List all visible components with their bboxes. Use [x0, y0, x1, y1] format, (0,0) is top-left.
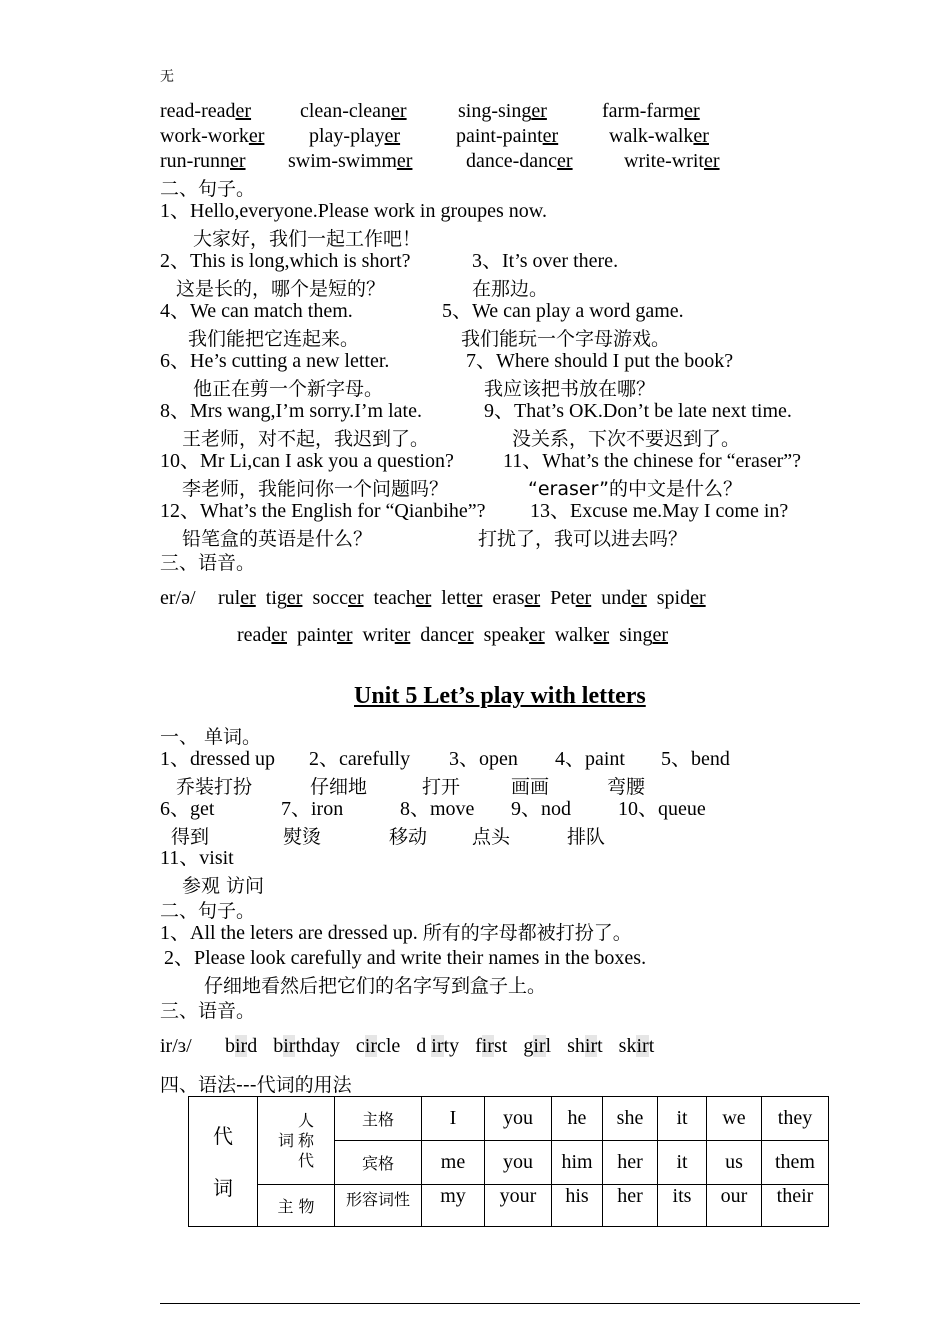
sentence-en: 1、Hello,everyone.Please work in groupes now.	[160, 200, 547, 222]
word-visit: 11、visit	[160, 847, 234, 869]
word-item: 7、iron	[281, 798, 344, 820]
phonics-stem: lett	[441, 587, 467, 609]
sentence-en: 3、It’s over there.	[472, 250, 619, 272]
row-label-subject: 主格	[335, 1097, 422, 1141]
ir-phonics-row	[225, 1034, 670, 1059]
er-phonics-label: er/ə/	[160, 587, 196, 609]
ir-word	[523, 1034, 551, 1059]
sentence-zh: 没关系，下次不要迟到了。	[512, 428, 741, 450]
phonics-word	[218, 586, 256, 611]
cell: them	[762, 1141, 829, 1185]
word-item: 移动	[389, 826, 428, 848]
sentence-zh: 铅笔盒的英语是什么？	[182, 528, 373, 550]
phonics-er: er	[240, 587, 256, 609]
sentence-en: 2、This is long,which is short?	[160, 250, 411, 272]
phonics-er: er	[458, 624, 474, 646]
phonics-word	[492, 586, 540, 611]
er-word-stem: farm-farm	[602, 100, 685, 122]
ir-word-start: sh	[567, 1035, 585, 1057]
ir-word-start: c	[355, 1035, 365, 1057]
phonics-word	[657, 586, 706, 611]
unit-sentence-1-zh: 所有的字母都被打扮了。	[422, 922, 632, 944]
er-word-suffix: er	[384, 125, 401, 147]
phonics-stem: speak	[483, 624, 530, 646]
cell: their	[762, 1185, 829, 1227]
unit-sentence-2-zh: 仔细地看然后把它们的名字写到盒子上。	[204, 975, 547, 997]
er-word-stem: clean-clean	[300, 100, 392, 122]
ir-word-start: sk	[618, 1035, 637, 1057]
phonics-word	[374, 586, 432, 611]
phonics-word	[237, 623, 287, 648]
cell: us	[707, 1141, 762, 1185]
er-phonics-row-2	[237, 623, 678, 648]
ir-word	[567, 1034, 603, 1059]
phonics-word	[420, 623, 473, 648]
word-item: 8、move	[400, 798, 475, 820]
er-word-suffix: er	[684, 100, 700, 122]
word-item: 4、paint	[555, 748, 625, 770]
phonics-er: er	[347, 587, 364, 609]
sentence-en: 5、We can play a word game.	[442, 300, 684, 322]
ir-word-end: t	[648, 1035, 655, 1057]
phonics-stem: socc	[312, 587, 348, 609]
pronoun-header-cell	[189, 1097, 258, 1227]
er-word	[288, 149, 412, 174]
phonics-er: er	[336, 624, 353, 646]
er-word	[458, 99, 547, 124]
word-item: 画画	[511, 776, 550, 798]
ir-word-highlight: ir	[584, 1035, 598, 1057]
er-word-stem: paint-paint	[456, 125, 543, 147]
phonics-er: er	[394, 624, 411, 646]
er-word-stem: walk-walk	[609, 125, 694, 147]
phonics-er: er	[286, 587, 303, 609]
cell: it	[658, 1097, 707, 1141]
er-word-stem: dance-danc	[466, 150, 558, 172]
cell: you	[485, 1097, 552, 1141]
ir-word-start: g	[523, 1035, 534, 1057]
sentence-zh: 这是长的，哪个是短的？	[176, 278, 386, 300]
cell: its	[658, 1185, 707, 1227]
er-word	[160, 149, 246, 174]
phonics-stem: teach	[373, 587, 416, 609]
ir-word	[416, 1034, 459, 1059]
phonics-stem: spid	[656, 587, 691, 609]
phonics-word	[619, 623, 668, 648]
ir-word-highlight: ir	[431, 1035, 444, 1057]
sentence-zh: 我们能把它连起来。	[188, 328, 360, 350]
er-word-suffix: er	[396, 150, 413, 172]
ir-word-start: d	[416, 1035, 432, 1057]
er-word-suffix: er	[235, 100, 252, 122]
phonics-word	[484, 623, 545, 648]
word-item: 点头	[472, 826, 511, 848]
phonics-stem: Pet	[550, 587, 576, 609]
sentence-en: 6、He’s cutting a new letter.	[160, 350, 390, 372]
phonics-stem: sing	[619, 624, 653, 646]
phonics-word	[601, 586, 647, 611]
ir-word-end: thday	[295, 1035, 340, 1057]
er-phonics-row-1	[218, 586, 716, 611]
phonics-word	[363, 623, 411, 648]
er-word-suffix: er	[229, 150, 246, 172]
ir-word-start: b	[225, 1035, 235, 1057]
personal-pronoun-cell	[258, 1097, 335, 1185]
er-word-stem: work-work	[160, 125, 249, 147]
unit-sentence-2-en: 2、Please look carefully and write their names in the boxes.	[164, 947, 647, 969]
er-word-suffix: er	[391, 100, 407, 122]
cell: I	[422, 1097, 485, 1141]
er-word-suffix: er	[557, 150, 573, 172]
phonics-er: er	[271, 624, 287, 646]
sentence-en: 11、What’s the chinese for “eraser”?	[503, 450, 801, 472]
er-word	[160, 124, 264, 149]
phonics-stem: walk	[554, 624, 594, 646]
ir-word	[475, 1034, 507, 1059]
word-item: 2、carefully	[309, 748, 411, 770]
unit-sentence-1-en: 1、All the leters are dressed up.	[160, 922, 418, 944]
personal-label-ren: 人	[298, 1110, 315, 1130]
phonics-word	[441, 586, 482, 611]
cell: my	[422, 1185, 485, 1227]
er-word-suffix: er	[531, 100, 547, 122]
section-heading-unit-sentences: 二、句子。	[160, 900, 256, 922]
ir-word	[273, 1034, 340, 1059]
pronoun-table	[188, 1096, 829, 1227]
cell: our	[707, 1185, 762, 1227]
word-item: 10、queue	[618, 798, 706, 820]
er-word-stem: play-play	[309, 125, 385, 147]
personal-label-ci: 词	[277, 1130, 294, 1150]
ir-word-end: l	[545, 1035, 552, 1057]
word-item: 得到	[171, 826, 210, 848]
phonics-stem: danc	[420, 624, 459, 646]
phonics-er: er	[690, 587, 706, 609]
sentence-zh: 我应该把书放在哪？	[484, 378, 656, 400]
phonics-er: er	[524, 587, 541, 609]
phonics-stem: eras	[492, 587, 525, 609]
word-item: 3、open	[449, 748, 518, 770]
er-word	[300, 99, 407, 124]
phonics-er: er	[466, 587, 483, 609]
word-item: 1、dressed up	[160, 748, 275, 770]
ir-word	[356, 1034, 400, 1059]
unit-sentence-1	[160, 921, 632, 946]
sentence-en: 4、We can match them.	[160, 300, 353, 322]
word-item: 弯腰	[607, 776, 646, 798]
ir-word-highlight: ir	[636, 1035, 649, 1057]
cell: his	[552, 1185, 603, 1227]
word-item: 6、get	[160, 798, 215, 820]
er-word-stem: sing-sing	[458, 100, 532, 122]
word-item: 打开	[422, 776, 461, 798]
phonics-er: er	[631, 587, 647, 609]
personal-label-dai: 代	[298, 1150, 315, 1170]
sentence-zh: 他正在剪一个新字母。	[193, 378, 384, 400]
section-heading-grammar: 四、语法---代词的用法	[160, 1074, 352, 1096]
word-item: 乔装打扮	[176, 776, 253, 798]
cell: your	[485, 1185, 552, 1227]
unit-title: Unit 5 Let’s play with letters	[354, 683, 646, 709]
ir-word-highlight: ir	[533, 1035, 546, 1057]
er-word	[466, 149, 573, 174]
cell: they	[762, 1097, 829, 1141]
er-word-suffix: er	[693, 125, 709, 147]
sentence-zh: 大家好，我们一起工作吧！	[193, 228, 422, 250]
er-word	[609, 124, 709, 149]
cell: her	[603, 1141, 658, 1185]
phonics-er: er	[529, 624, 545, 646]
phonics-stem: tig	[265, 587, 287, 609]
phonics-word	[266, 586, 303, 611]
cell: her	[603, 1185, 658, 1227]
word-item: 仔细地	[310, 776, 368, 798]
sentence-en: 8、Mrs wang,I’m sorry.I’m late.	[160, 400, 422, 422]
phonics-word	[312, 586, 363, 611]
possessive-label: 主 物	[277, 1197, 315, 1216]
ir-phonics-label: ir/ɜ/	[160, 1035, 192, 1057]
cell: she	[603, 1097, 658, 1141]
possessive-label-cell	[258, 1185, 335, 1227]
word-item: 5、bend	[661, 748, 730, 770]
ir-word-end: d	[247, 1035, 258, 1057]
phonics-er: er	[593, 624, 610, 646]
phonics-er: er	[415, 587, 432, 609]
er-word-stem: swim-swimm	[288, 150, 397, 172]
sentence-zh: 在那边。	[472, 278, 549, 300]
pronoun-label-bottom: 词	[213, 1175, 233, 1200]
cell: we	[707, 1097, 762, 1141]
pronoun-label-top: 代	[213, 1123, 233, 1148]
sentence-en: 13、Excuse me.May I come in?	[530, 500, 789, 522]
ir-word-end: cle	[376, 1035, 401, 1057]
row-label-object: 宾格	[335, 1141, 422, 1185]
phonics-stem: writ	[362, 624, 395, 646]
ir-word-start: f	[475, 1035, 482, 1057]
er-word-stem: write-writ	[624, 150, 704, 172]
cell: me	[422, 1141, 485, 1185]
sentence-en: 7、Where should I put the book?	[466, 350, 734, 372]
cell: you	[485, 1141, 552, 1185]
er-word	[160, 99, 251, 124]
section-heading-sentences: 二、句子。	[160, 178, 256, 200]
row-label-adjective: 形容词性	[335, 1185, 422, 1227]
er-word	[456, 124, 558, 149]
ir-word-highlight: ir	[283, 1035, 296, 1057]
er-word	[602, 99, 700, 124]
ir-word-highlight: ir	[364, 1035, 377, 1057]
section-heading-phonics: 三、语音。	[160, 552, 256, 574]
phonics-word	[555, 623, 609, 648]
er-word	[624, 149, 720, 174]
cell: him	[552, 1141, 603, 1185]
sentence-zh: 打扰了，我可以进去吗？	[478, 528, 688, 550]
ir-word	[225, 1034, 257, 1059]
ir-word-start: b	[273, 1035, 284, 1057]
er-word-suffix: er	[703, 150, 720, 172]
er-word-suffix: er	[248, 125, 265, 147]
sentence-en: 12、What’s the English for “Qianbihe”?	[160, 500, 486, 522]
phonics-stem: paint	[296, 624, 337, 646]
phonics-stem: read	[237, 624, 272, 646]
phonics-er: er	[575, 587, 592, 609]
ir-word-end: st	[493, 1035, 508, 1057]
er-word-suffix: er	[542, 125, 559, 147]
word-item: 排队	[567, 826, 606, 848]
word-visit-translation: 参观 访问	[182, 875, 265, 897]
word-item: 9、nod	[511, 798, 571, 820]
word-item: 熨烫	[283, 826, 322, 848]
phonics-stem: und	[601, 587, 632, 609]
sentence-en: 10、Mr Li,can I ask you a question?	[160, 450, 454, 472]
er-word-stem: read-read	[160, 100, 236, 122]
ir-word-highlight: ir	[235, 1035, 248, 1057]
ir-word	[619, 1034, 655, 1059]
ir-word-highlight: ir	[481, 1035, 494, 1057]
sentence-zh: 我们能玩一个字母游戏。	[461, 328, 671, 350]
section-heading-unit-phonics: 三、语音。	[160, 1000, 256, 1022]
footer-divider	[160, 1303, 860, 1304]
ir-word-end: ty	[443, 1035, 460, 1057]
cell: it	[658, 1141, 707, 1185]
sentence-zh: 王老师，对不起，我迟到了。	[182, 428, 430, 450]
er-word	[309, 124, 400, 149]
cell: he	[552, 1097, 603, 1141]
sentence-zh: “eraser”的中文是什么？	[528, 478, 743, 500]
phonics-stem: rul	[218, 587, 241, 609]
sentence-zh: 李老师，我能问你一个问题吗？	[182, 478, 449, 500]
section-heading-words: 一、 单词。	[160, 726, 262, 748]
sentence-en: 9、That’s OK.Don’t be late next time.	[484, 400, 792, 422]
er-word-stem: run-runn	[160, 150, 230, 172]
phonics-word	[297, 623, 353, 648]
phonics-er: er	[652, 624, 669, 646]
header-mark: 无	[160, 69, 174, 85]
ir-word-end: t	[597, 1035, 603, 1057]
personal-label-cheng: 称	[298, 1130, 315, 1150]
phonics-word	[550, 586, 591, 611]
